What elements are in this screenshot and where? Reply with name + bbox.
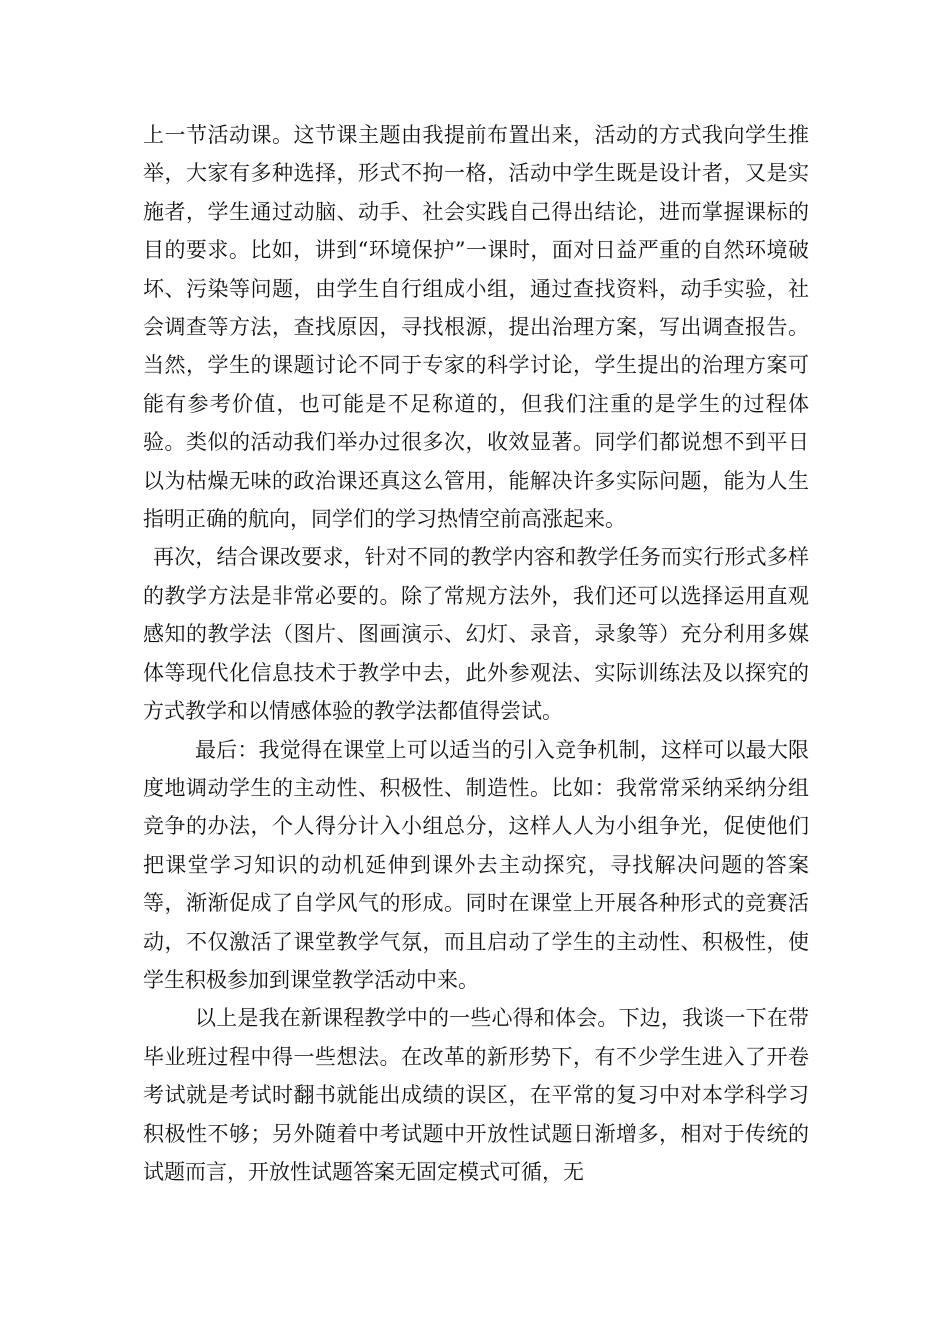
paragraph-activity-class: 上一节活动课。这节课主题由我提前布置出来，活动的方式我向学生推举，大家有多种选择，形式不拘一格，活动中学生既是设计者，又是实施者，学生通过动脑、动手、社会实践自己得出结论，进而掌握课标的目的要求。比如，讲到“环境保护”一课时，面对日益严重的自然环境破坏、污染等问题，由学生自行组成小组，通过查找资料，动手实验，社会调查等方法，查找原因，寻找根源，提出治理方案，写出调查报告。当然，学生的课题讨论不同于专家的科学讨论，学生提出的治理方案可能有参考价值，也可能是不足称道的，但我们注重的是学生的过程体验。类似的活动我们举办过很多次，收效显著。同学们都说想不到平日以为枯燥无味的政治课还真这么管用，能解决许多实际问题，能为人生指明正确的航向，同学们的学习热情空前高涨起来。 xyxy=(143,123,809,532)
paragraph-graduating-class: 以上是我在新课程教学中的一些心得和体会。下边，我谈一下在带毕业班过程中得一些想法。在改革的新形势下，有不少学生进入了开卷考试就是考试时翻书就能出成绩的误区，在平常的复习中对本学科学习积极性不够；另外随着中考试题中开放性试题日渐增多，相对于传统的试题而言，开放性试题答案无固定模式可循，无 xyxy=(143,1006,809,1184)
paragraph-teaching-methods: 再次，结合课改要求，针对不同的教学内容和教学任务而实行形式多样的教学方法是非常必要的。除了常规方法外，我们还可以选择运用直观感知的教学法（图片、图画演示、幻灯、录音，录象等）充分利用多媒体等现代化信息技术于教学中去，此外参观法、实际训练法及以探究的方式教学和以情感体验的教学法都值得尝试。 xyxy=(143,545,809,724)
paragraph-competition-mechanism: 最后：我觉得在课堂上可以适当的引入竞争机制，这样可以最大限度地调动学生的主动性、积极性、制造性。比如：我常常采纳采纳分组竞争的办法，个人得分计入小组总分，这样人人为小组争光，促使他们把课堂学习知识的动机延伸到课外去主动探究，寻找解决问题的答案等，渐渐促成了自学风气的形成。同时在课堂上开展各种形式的竞赛活动，不仅激活了课堂教学气氛，而且启动了学生的主动性、积极性，使学生积极参加到课堂教学活动中来。 xyxy=(143,737,809,992)
document-body xyxy=(143,116,809,1191)
